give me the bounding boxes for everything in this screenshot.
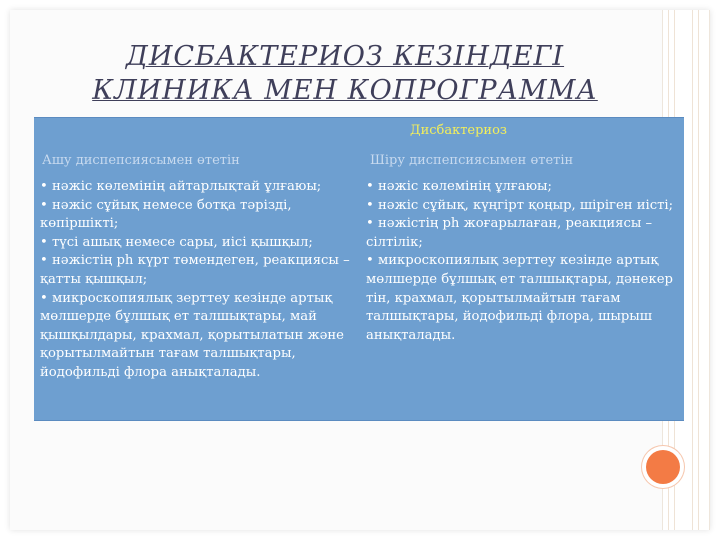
decorative-circle bbox=[646, 450, 680, 484]
list-item: • нәжіс көлемінің айтарлықтай ұлғаюы; bbox=[40, 179, 322, 194]
left-column bbox=[40, 178, 360, 383]
right-column bbox=[366, 178, 682, 345]
table-main-header: Дисбактериоз bbox=[410, 123, 508, 138]
table-header-right: Шіру диспепсиясымен өтетін bbox=[370, 153, 574, 168]
list-item: • түсі ашық немесе сары, иісі қышқыл; bbox=[40, 234, 313, 250]
list-item: • нәжістің ph күрт төмендеген, реакциясы – қатты қышқыл; bbox=[40, 253, 350, 287]
list-item: • нәжіс сұйық немесе ботқа тәрізді, көпіршікті; bbox=[40, 197, 292, 232]
table-header-left: Ашу диспепсиясымен өтетін bbox=[42, 153, 240, 168]
slide-title bbox=[40, 40, 650, 108]
slide-title-line-1: ДИСБАКТЕРИОЗ КЕЗІНДЕГІ bbox=[125, 41, 565, 72]
list-item: • нәжістің ph жоғарылаған, реакциясы – сілтілік; bbox=[366, 216, 653, 250]
decorative-line bbox=[692, 10, 693, 530]
slide-title-line-2: КЛИНИКА МЕН КОПРОГРАММА bbox=[92, 75, 598, 106]
list-item: • микроскопиялық зерттеу кезінде артық мөлшерде бұлшық ет талшықтары, дәнекер тін, крахмал, қорытылмайтын тағам талшықтары, йодофильді флора, шырыш анықталады. bbox=[366, 253, 673, 343]
list-item: • микроскопиялық зерттеу кезінде артық мөлшерде бұлшық ет талшықтары, май қышқылдары, крахмал, қорытылатын және қорытылмайтын тағам талшықтары, йодофильді флора анықталады. bbox=[40, 290, 344, 380]
list-item: • нәжіс сұйық, күңгірт қоңыр, шіріген иісті; bbox=[366, 197, 674, 213]
list-item: • нәжіс көлемінің ұлғаюы; bbox=[366, 179, 552, 194]
decorative-line bbox=[698, 10, 699, 530]
comparison-table bbox=[34, 117, 684, 421]
